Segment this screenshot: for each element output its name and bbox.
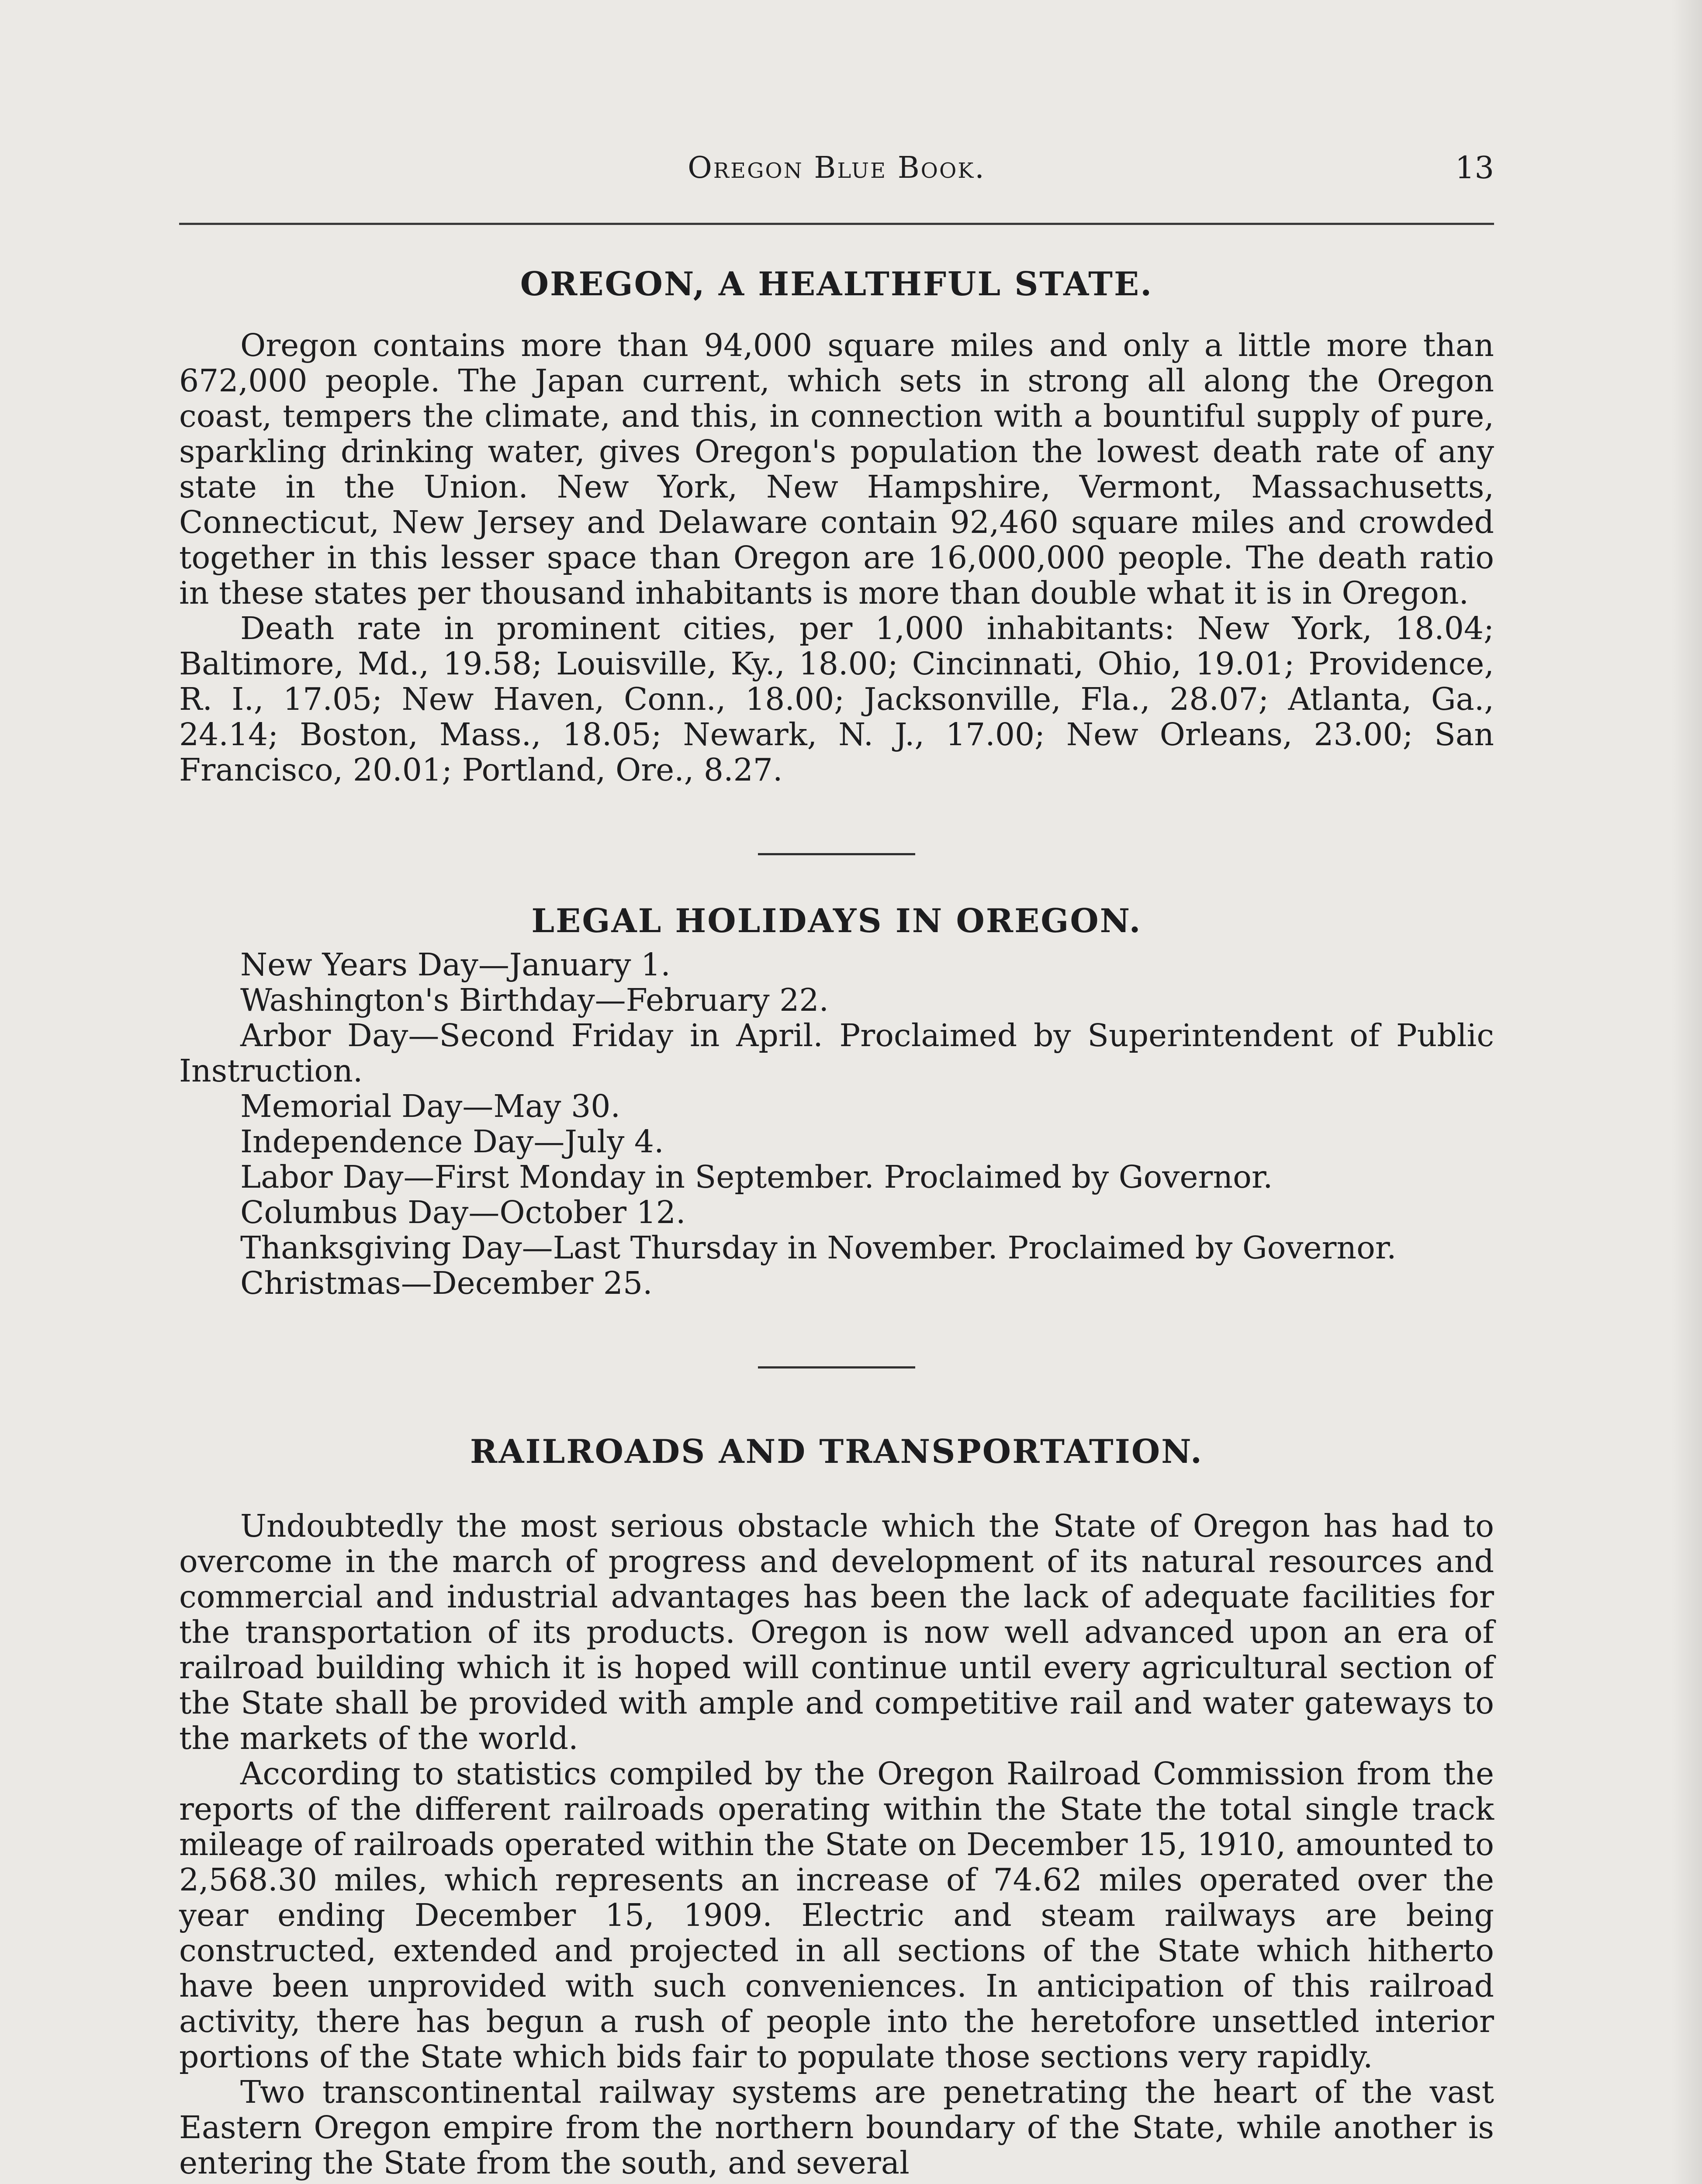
page-content bbox=[179, 245, 1494, 2181]
holiday-item: Thanksgiving Day—Last Thursday in November. Proclaimed by Governor. bbox=[240, 1230, 1397, 1266]
holiday-item: Arbor Day—Second Friday in April. Proclaimed by Superintendent of Public Instruction. bbox=[179, 1017, 1494, 1089]
holiday-item: Memorial Day—May 30. bbox=[240, 1088, 621, 1124]
running-head: Oregon Blue Book. bbox=[688, 151, 986, 185]
section-legal-holidays bbox=[179, 895, 1494, 1301]
page-header bbox=[179, 146, 1494, 194]
page-number: 13 bbox=[1455, 150, 1494, 186]
section-healthful-state bbox=[179, 258, 1494, 788]
section-title: RAILROADS AND TRANSPORTATION. bbox=[470, 1432, 1204, 1471]
section-title: OREGON, A HEALTHFUL STATE. bbox=[520, 265, 1153, 303]
section-title: LEGAL HOLIDAYS IN OREGON. bbox=[531, 902, 1142, 940]
binding-shadow bbox=[1671, 0, 1702, 2184]
section-divider bbox=[758, 853, 915, 855]
holiday-item: New Years Day—January 1. bbox=[240, 947, 671, 983]
section-railroads bbox=[179, 1425, 1494, 2181]
paragraph: Oregon contains more than 94,000 square miles and only a little more than 672,000 people. The Japan current, which sets in strong all along the Oregon coast, tempers the climate, and this, in connection with a bountiful supply of pure, sparkling drinking water, gives Oregon's population the lowest death rate of any state in the Union. New York, New Hampshire, Vermont, Massachusetts, Connecticut, New Jersey and Delaware contain 92,460 square miles and crowded together in this lesser space than Oregon are 16,000,000 people. The death ratio in these states per thousand inhabitants is more than double what it is in Oregon. bbox=[179, 327, 1494, 611]
paragraph: Death rate in prominent cities, per 1,000 inhabitants: New York, 18.04; Baltimore, Md., 19.58; Louisville, Ky., 18.00; Cincinnati, Ohio, 19.01; Providence, R. I., 17.05; New Haven, Conn., 18.00; Jacksonville, Fla., 28.07; Atlanta, Ga., 24.14; Boston, Mass., 18.05; Newark, N. J., 17.00; New Orleans, 23.00; San Francisco, 20.01; Portland, Ore., 8.27. bbox=[179, 610, 1494, 788]
paragraph: Two transcontinental railway systems are penetrating the heart of the vast Eastern Oregon empire from the northern boundary of the State, while another is entering the State from the south, and several bbox=[179, 2074, 1494, 2181]
holiday-list bbox=[179, 947, 1494, 1301]
holiday-item: Labor Day—First Monday in September. Proclaimed by Governor. bbox=[240, 1159, 1273, 1195]
header-rule bbox=[179, 223, 1494, 225]
holiday-item: Christmas—December 25. bbox=[240, 1265, 653, 1301]
holiday-item: Washington's Birthday—February 22. bbox=[240, 982, 829, 1018]
holiday-item: Independence Day—July 4. bbox=[240, 1123, 664, 1160]
section-divider bbox=[758, 1366, 915, 1368]
paragraph: Undoubtedly the most serious obstacle which the State of Oregon has had to overcome in the march of progress and development of its natural resources and commercial and industrial advantages has been the lack of adequate facilities for the transportation of its products. Oregon is now well advanced upon an era of railroad building which it is hoped will continue until every agricultural section of the State shall be provided with ample and competitive rail and water gateways to the markets of the world. bbox=[179, 1508, 1494, 1756]
paragraph: According to statistics compiled by the Oregon Railroad Commission from the reports of the different railroads operating within the State the total single track mileage of railroads operated within the State on December 15, 1910, amounted to 2,568.30 miles, which represents an increase of 74.62 miles operated over the year ending December 15, 1909. Electric and steam railways are being constructed, extended and projected in all sections of the State which hitherto have been unprovided with such conveniences. In anticipation of this railroad activity, there has begun a rush of people into the heretofore unsettled interior portions of the State which bids fair to populate those sections very rapidly. bbox=[179, 1755, 1494, 2075]
holiday-item: Columbus Day—October 12. bbox=[240, 1194, 686, 1230]
